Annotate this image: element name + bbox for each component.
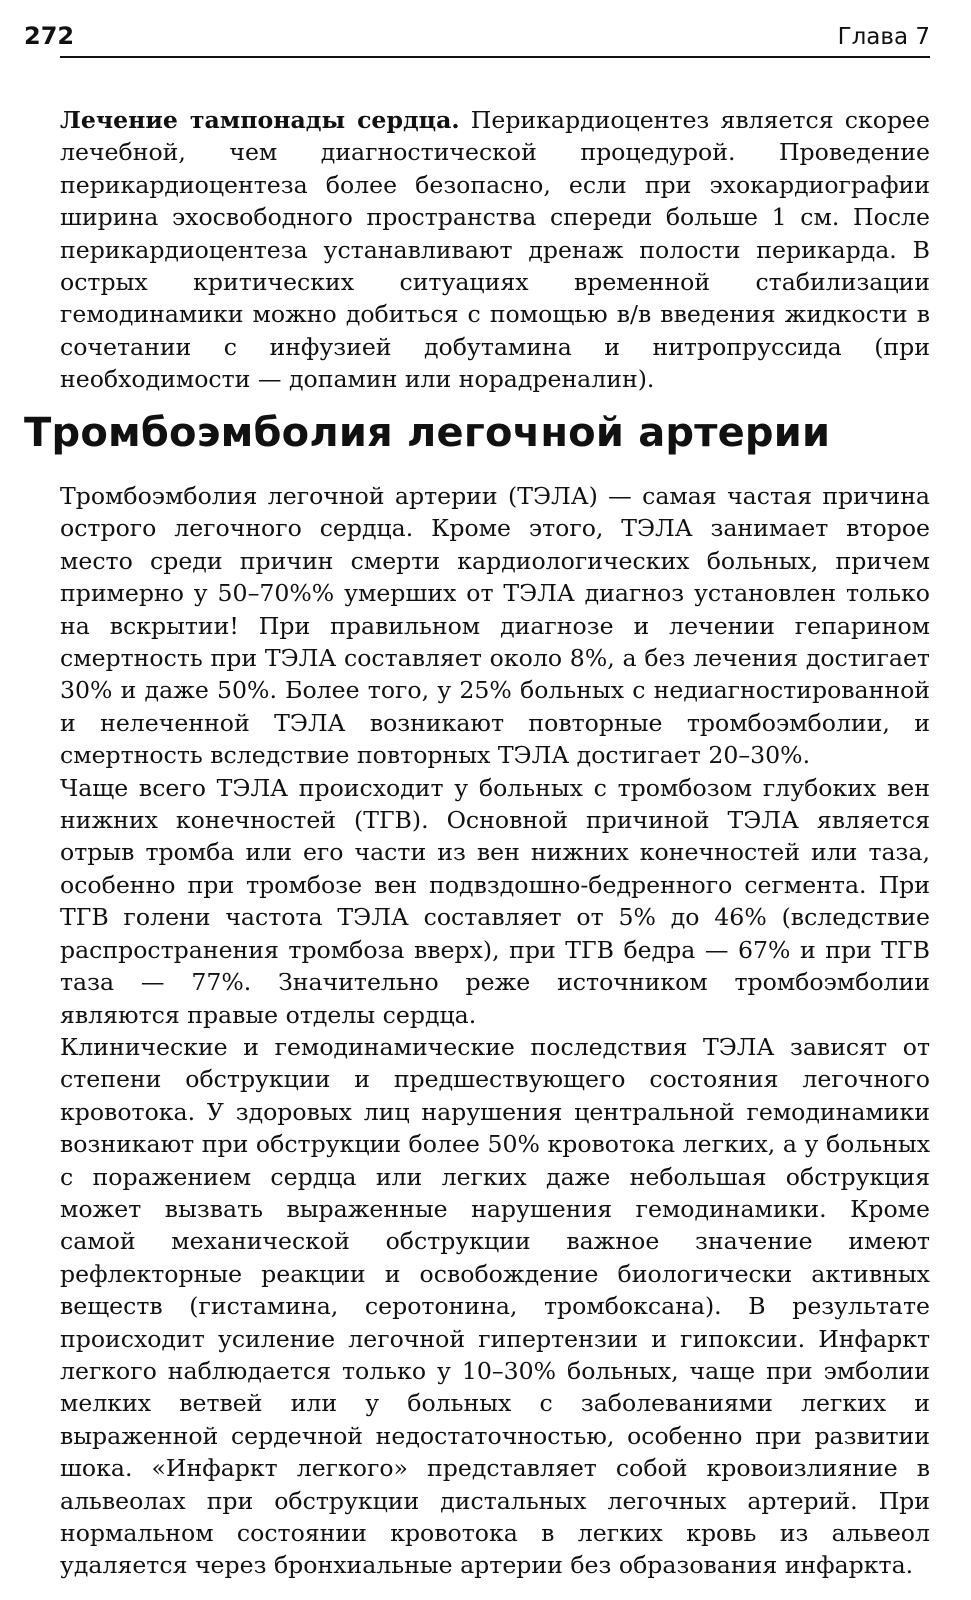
section-body — [60, 480, 930, 1582]
tamponade-text: Перикардиоцентез является скорее лечебной, чем диагностической процедурой. Проведение перикардиоцентеза более безопасно, если при эхокардиографии ширина эхосвободного пространства спереди больше 1 см. После перикардиоцентеза устанавливают дренаж полости перикарда. В острых критических ситуациях временной стабилизации гемодинамики можно добиться с помощью в/в введения жидкости в сочетании с инфузией добутамина и нитропруссида (при необходимости — допамин или норадреналин). — [60, 106, 930, 394]
section-paragraph-1: Тромбоэмболия легочной артерии (ТЭЛА) — самая частая причина острого легочного сердца. Кроме этого, ТЭЛА занимает второе место среди причин смерти кардиологических больных, причем примерно у 50–70%% умерших от ТЭЛА диагноз установлен только на вскрытии! При правильном диагнозе и лечении гепарином смертность при ТЭЛА составляет около 8%, а без лечения достигает 30% и даже 50%. Более того, у 25% больных с недиагностированной и нелеченной ТЭЛА возникают повторные тромбоэмболии, и смертность вследствие повторных ТЭЛА достигает 20–30%. — [60, 482, 930, 770]
tamponade-treatment-paragraph — [60, 104, 930, 396]
running-header — [24, 22, 930, 58]
section-paragraph-3: Клинические и гемодинамические последствия ТЭЛА зависят от степени обструкции и предшествующего состояния легочного кровотока. У здоровых лиц нарушения центральной гемодинамики возникают при обструкции более 50% кровотока легких, а у больных с поражением сердца или легких даже небольшая обструкция может вызвать выраженные нарушения гемодинамики. Кроме самой механической обструкции важное значение имеют рефлекторные реакции и освобождение биологически активных веществ (гистамина, серотонина, тромбоксана). В результате происходит усиление легочной гипертензии и гипоксии. Инфаркт легкого наблюдается только у 10–30% больных, чаще при эмболии мелких ветвей или у больных с заболеваниями легких и выраженной сердечной недостаточностью, особенно при развитии шока. «Инфаркт легкого» представляет собой кровоизлияние в альвеолах при обструкции дистальных легочных артерий. При нормальном состоянии кровотока в легких кровь из альвеол удаляется через бронхиальные артерии без образования инфаркта. — [60, 1032, 930, 1580]
page-number: 272 — [24, 22, 75, 50]
chapter-title: Глава 7 — [837, 24, 930, 50]
book-page — [24, 0, 930, 1600]
tamponade-lead-in: Лечение тампонады сердца. — [60, 106, 460, 134]
section-heading: Тромбоэмболия легочной артерии — [24, 410, 831, 456]
section-paragraph-2: Чаще всего ТЭЛА происходит у больных с тромбозом глубоких вен нижних конечностей (ТГВ). Основной причиной ТЭЛА является отрыв тромба или его части из вен нижних конечностей или таза, особенно при тромбозе вен подвздошно-бедренного сегмента. При ТГВ голени частота ТЭЛА составляет от 5% до 46% (вследствие распространения тромбоза вверх), при ТГВ бедра — 67% и при ТГВ таза — 77%. Значительно реже источником тромбоэмболии являются правые отделы сердца. — [60, 773, 930, 1029]
